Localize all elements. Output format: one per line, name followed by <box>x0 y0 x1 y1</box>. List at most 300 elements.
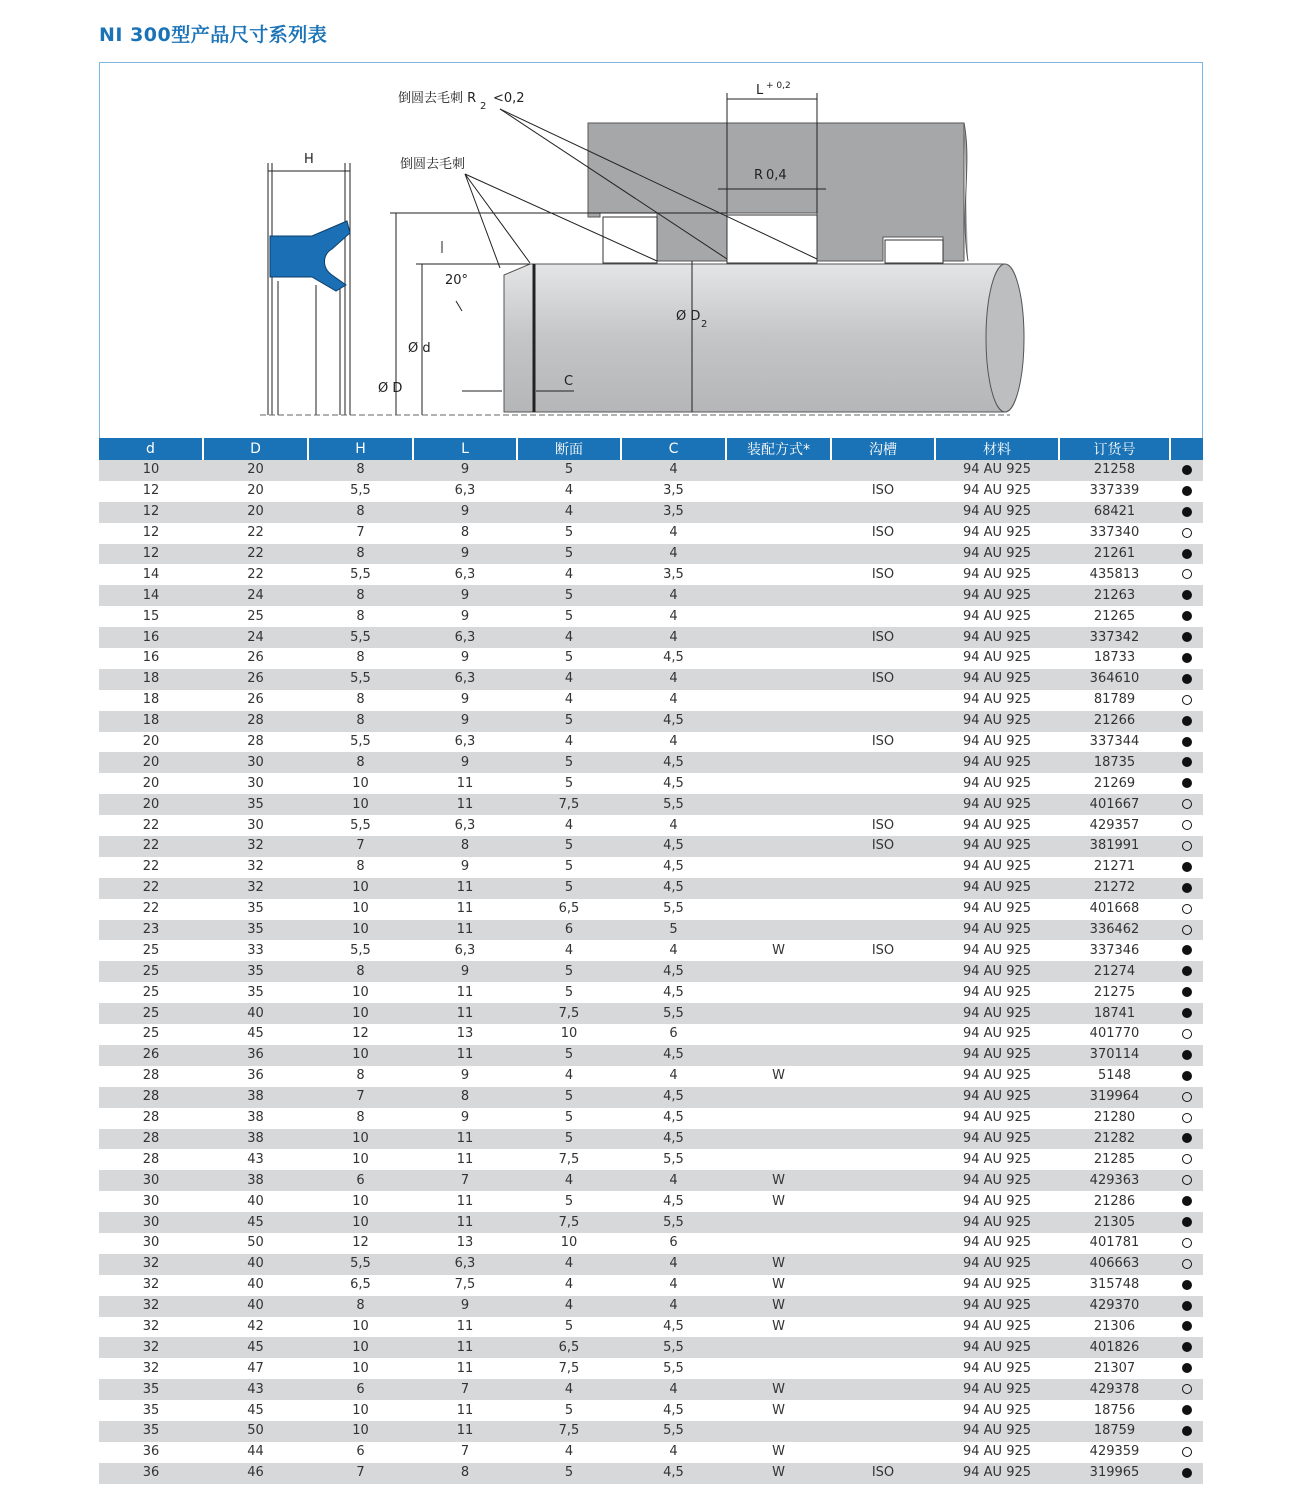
table-cell <box>726 794 831 815</box>
table-row <box>99 1233 1203 1254</box>
table-cell: 8 <box>308 1066 413 1087</box>
table-cell: 336462 <box>1059 920 1170 941</box>
table-cell: 8 <box>308 544 413 565</box>
col-header-L: L <box>413 438 517 460</box>
table-cell: 4 <box>517 815 621 836</box>
table-cell: 6,3 <box>413 1254 517 1275</box>
table-cell: 4,5 <box>621 1129 726 1150</box>
table-cell: 10 <box>308 982 413 1003</box>
table-cell: 23 <box>99 920 203 941</box>
table-cell: 40 <box>203 1275 308 1296</box>
table-row <box>99 1149 1203 1170</box>
table-cell: 81789 <box>1059 690 1170 711</box>
table-cell: 6,3 <box>413 940 517 961</box>
table-cell: ISO <box>831 669 935 690</box>
table-cell: 20 <box>203 460 308 481</box>
table-cell: 12 <box>308 1233 413 1254</box>
table-cell <box>726 648 831 669</box>
table-cell <box>831 1087 935 1108</box>
table-cell: 4,5 <box>621 1317 726 1338</box>
table-row <box>99 773 1203 794</box>
table-cell: 9 <box>413 606 517 627</box>
table-cell: 337342 <box>1059 627 1170 648</box>
table-cell <box>831 648 935 669</box>
table-cell: 30 <box>203 815 308 836</box>
table-cell: 22 <box>203 544 308 565</box>
table-cell: 9 <box>413 460 517 481</box>
table-cell <box>831 1212 935 1233</box>
table-cell: ISO <box>831 836 935 857</box>
table-cell: 4,5 <box>621 711 726 732</box>
table-cell: 10 <box>308 1358 413 1379</box>
table-cell <box>831 1400 935 1421</box>
table-cell: ISO <box>831 564 935 585</box>
table-cell <box>726 1233 831 1254</box>
table-cell: 94 AU 925 <box>935 648 1059 669</box>
availability-cell <box>1170 815 1203 836</box>
table-cell: 21282 <box>1059 1129 1170 1150</box>
table-cell: 26 <box>99 1045 203 1066</box>
table-cell: 35 <box>99 1379 203 1400</box>
table-cell: 68421 <box>1059 502 1170 523</box>
technical-diagram <box>99 62 1203 438</box>
table-cell: 22 <box>99 857 203 878</box>
table-cell: 319964 <box>1059 1087 1170 1108</box>
table-cell: 9 <box>413 690 517 711</box>
filled-dot-icon <box>1182 966 1192 976</box>
table-cell: 7,5 <box>413 1275 517 1296</box>
table-cell: 5 <box>517 460 621 481</box>
table-cell: 35 <box>203 920 308 941</box>
table-cell: 35 <box>99 1421 203 1442</box>
table-cell: 10 <box>517 1233 621 1254</box>
table-cell: 6 <box>621 1024 726 1045</box>
table-cell: 21261 <box>1059 544 1170 565</box>
table-cell: 9 <box>413 1108 517 1129</box>
table-cell: 4 <box>621 606 726 627</box>
table-cell: 94 AU 925 <box>935 544 1059 565</box>
table-cell: 45 <box>203 1337 308 1358</box>
table-cell: 10 <box>517 1024 621 1045</box>
open-dot-icon <box>1182 799 1192 809</box>
table-cell: 94 AU 925 <box>935 815 1059 836</box>
table-cell <box>831 857 935 878</box>
table-cell: 5 <box>517 1317 621 1338</box>
table-cell: 94 AU 925 <box>935 752 1059 773</box>
open-dot-icon <box>1182 1238 1192 1248</box>
table-cell: 7 <box>308 1087 413 1108</box>
table-row <box>99 1212 1203 1233</box>
table-cell: ISO <box>831 815 935 836</box>
table-cell: 429378 <box>1059 1379 1170 1400</box>
open-dot-icon <box>1182 820 1192 830</box>
table-row <box>99 481 1203 502</box>
callout-r2-limit: <0,2 <box>493 91 525 106</box>
table-cell: 21266 <box>1059 711 1170 732</box>
table-cell: 4,5 <box>621 1463 726 1484</box>
open-dot-icon <box>1182 569 1192 579</box>
col-header-C: C <box>621 438 726 460</box>
col-header-order-no: 订货号 <box>1059 438 1170 460</box>
table-cell: 5 <box>517 836 621 857</box>
table-cell: 4,5 <box>621 982 726 1003</box>
table-row <box>99 752 1203 773</box>
table-cell: 5 <box>517 711 621 732</box>
table-cell: 435813 <box>1059 564 1170 585</box>
table-cell: 28 <box>99 1129 203 1150</box>
table-cell: ISO <box>831 627 935 648</box>
table-row <box>99 1275 1203 1296</box>
table-cell: 4 <box>621 732 726 753</box>
table-cell: 22 <box>99 878 203 899</box>
table-cell <box>726 585 831 606</box>
table-cell: 11 <box>413 1337 517 1358</box>
table-cell: 9 <box>413 752 517 773</box>
table-cell: 11 <box>413 1358 517 1379</box>
table-cell: 11 <box>413 1212 517 1233</box>
table-cell: 38 <box>203 1108 308 1129</box>
table-cell: 4,5 <box>621 1108 726 1129</box>
availability-cell <box>1170 1442 1203 1463</box>
table-cell: 32 <box>203 878 308 899</box>
table-cell: 11 <box>413 1400 517 1421</box>
table-cell: 25 <box>203 606 308 627</box>
table-cell: 4,5 <box>621 857 726 878</box>
table-cell: 8 <box>308 585 413 606</box>
table-cell: 8 <box>413 1463 517 1484</box>
table-row <box>99 690 1203 711</box>
table-cell: 315748 <box>1059 1275 1170 1296</box>
table-cell: 6 <box>517 920 621 941</box>
open-dot-icon <box>1182 1113 1192 1123</box>
availability-cell <box>1170 585 1203 606</box>
table-cell: 10 <box>308 1400 413 1421</box>
table-cell: 7 <box>308 1463 413 1484</box>
table-cell: 35 <box>203 899 308 920</box>
filled-dot-icon <box>1182 737 1192 747</box>
table-cell: 11 <box>413 1045 517 1066</box>
table-cell <box>831 606 935 627</box>
dim-l-label: L <box>756 83 764 98</box>
table-cell: 18741 <box>1059 1003 1170 1024</box>
table-cell: 4 <box>517 1296 621 1317</box>
table-cell: 94 AU 925 <box>935 1400 1059 1421</box>
availability-cell <box>1170 961 1203 982</box>
table-cell: 337344 <box>1059 732 1170 753</box>
table-cell: 5,5 <box>621 794 726 815</box>
filled-dot-icon <box>1182 486 1192 496</box>
table-row <box>99 1254 1203 1275</box>
table-cell: 94 AU 925 <box>935 1066 1059 1087</box>
table-cell: 4 <box>621 690 726 711</box>
filled-dot-icon <box>1182 1363 1192 1373</box>
table-cell: 7 <box>413 1442 517 1463</box>
table-cell <box>831 1191 935 1212</box>
table-cell <box>726 502 831 523</box>
availability-cell <box>1170 878 1203 899</box>
table-cell: 21272 <box>1059 878 1170 899</box>
availability-cell <box>1170 1149 1203 1170</box>
page-title: NI 300型产品尺寸系列表 <box>99 24 328 46</box>
table-cell: 10 <box>308 1045 413 1066</box>
table-cell <box>726 878 831 899</box>
table-cell: 6,5 <box>308 1275 413 1296</box>
table-cell: 11 <box>413 920 517 941</box>
table-cell <box>726 1212 831 1233</box>
table-cell <box>726 773 831 794</box>
table-cell: 50 <box>203 1233 308 1254</box>
table-cell: 94 AU 925 <box>935 1108 1059 1129</box>
availability-cell <box>1170 773 1203 794</box>
table-cell: 28 <box>99 1066 203 1087</box>
filled-dot-icon <box>1182 632 1192 642</box>
table-cell: 32 <box>99 1337 203 1358</box>
filled-dot-icon <box>1182 549 1192 559</box>
col-header-availability <box>1170 438 1203 460</box>
table-row <box>99 502 1203 523</box>
table-cell: 3,5 <box>621 481 726 502</box>
table-cell: W <box>726 1463 831 1484</box>
table-cell: 40 <box>203 1254 308 1275</box>
table-cell: 4,5 <box>621 836 726 857</box>
table-cell <box>726 752 831 773</box>
table-header-row <box>99 438 1203 460</box>
seal-drawing <box>100 63 1204 439</box>
table-cell: 42 <box>203 1317 308 1338</box>
table-cell: 94 AU 925 <box>935 1442 1059 1463</box>
table-cell: 5,5 <box>621 1337 726 1358</box>
table-cell: 22 <box>203 564 308 585</box>
table-cell: 94 AU 925 <box>935 564 1059 585</box>
table-cell: 9 <box>413 648 517 669</box>
table-cell: 94 AU 925 <box>935 794 1059 815</box>
table-cell: 4 <box>517 690 621 711</box>
table-cell <box>831 920 935 941</box>
table-cell: 3,5 <box>621 564 726 585</box>
availability-cell <box>1170 752 1203 773</box>
table-cell: 11 <box>413 773 517 794</box>
table-cell: 401781 <box>1059 1233 1170 1254</box>
availability-cell <box>1170 1400 1203 1421</box>
table-cell: 94 AU 925 <box>935 1003 1059 1024</box>
table-cell: 94 AU 925 <box>935 690 1059 711</box>
size-table <box>99 438 1203 1484</box>
table-cell: W <box>726 1066 831 1087</box>
open-dot-icon <box>1182 841 1192 851</box>
table-cell <box>831 1275 935 1296</box>
table-cell: 10 <box>308 1003 413 1024</box>
availability-cell <box>1170 1129 1203 1150</box>
table-cell: 364610 <box>1059 669 1170 690</box>
table-row <box>99 982 1203 1003</box>
table-row <box>99 836 1203 857</box>
availability-cell <box>1170 606 1203 627</box>
table-cell <box>726 1337 831 1358</box>
table-cell: 28 <box>203 732 308 753</box>
filled-dot-icon <box>1182 1468 1192 1478</box>
table-cell: 10 <box>308 1149 413 1170</box>
table-cell <box>726 564 831 585</box>
table-cell <box>726 1024 831 1045</box>
table-cell: 25 <box>99 961 203 982</box>
availability-cell <box>1170 899 1203 920</box>
table-row <box>99 585 1203 606</box>
table-cell: 20 <box>99 773 203 794</box>
table-cell: 6 <box>308 1379 413 1400</box>
table-cell <box>831 1337 935 1358</box>
col-header-H: H <box>308 438 413 460</box>
table-cell: 4,5 <box>621 878 726 899</box>
availability-cell <box>1170 982 1203 1003</box>
filled-dot-icon <box>1182 611 1192 621</box>
availability-cell <box>1170 648 1203 669</box>
table-cell: 4 <box>621 627 726 648</box>
dim-c-label: C <box>564 374 574 389</box>
table-cell <box>726 1003 831 1024</box>
filled-dot-icon <box>1182 1405 1192 1415</box>
availability-cell <box>1170 460 1203 481</box>
table-cell: 8 <box>308 648 413 669</box>
table-cell <box>726 669 831 690</box>
table-cell: 94 AU 925 <box>935 857 1059 878</box>
table-cell: 40 <box>203 1191 308 1212</box>
table-row <box>99 648 1203 669</box>
table-cell: ISO <box>831 481 935 502</box>
table-row <box>99 627 1203 648</box>
table-cell <box>831 1024 935 1045</box>
table-cell: 6,5 <box>517 1337 621 1358</box>
table-cell: 13 <box>413 1024 517 1045</box>
table-cell: 4 <box>517 1170 621 1191</box>
availability-cell <box>1170 1463 1203 1484</box>
col-header-fitting: 装配方式* <box>726 438 831 460</box>
table-cell: 5,5 <box>308 564 413 585</box>
table-cell: 4,5 <box>621 1087 726 1108</box>
filled-dot-icon <box>1182 1071 1192 1081</box>
table-cell: 35 <box>99 1400 203 1421</box>
table-cell: 94 AU 925 <box>935 627 1059 648</box>
table-cell: 6,3 <box>413 481 517 502</box>
filled-dot-icon <box>1182 590 1192 600</box>
table-cell: 8 <box>308 711 413 732</box>
table-cell: 7 <box>413 1170 517 1191</box>
table-cell: 4 <box>621 585 726 606</box>
availability-cell <box>1170 690 1203 711</box>
table-cell: 10 <box>308 1129 413 1150</box>
table-cell: 4 <box>517 481 621 502</box>
col-header-material: 材料 <box>935 438 1059 460</box>
table-row <box>99 1003 1203 1024</box>
table-cell <box>831 1066 935 1087</box>
table-cell: 22 <box>99 815 203 836</box>
table-cell: 429363 <box>1059 1170 1170 1191</box>
dim-d2-sub: 2 <box>701 319 708 330</box>
table-cell: 35 <box>203 982 308 1003</box>
table-cell: 5 <box>517 1045 621 1066</box>
table-cell: 94 AU 925 <box>935 836 1059 857</box>
seal-profile <box>268 163 350 415</box>
table-cell <box>831 773 935 794</box>
table-cell: 11 <box>413 1191 517 1212</box>
table-cell: 6,3 <box>413 732 517 753</box>
table-cell: 22 <box>99 836 203 857</box>
table-cell: 8 <box>413 1087 517 1108</box>
table-cell: 6,5 <box>517 899 621 920</box>
table-cell: 18756 <box>1059 1400 1170 1421</box>
col-header-d: d <box>99 438 203 460</box>
availability-cell <box>1170 564 1203 585</box>
filled-dot-icon <box>1182 507 1192 517</box>
filled-dot-icon <box>1182 1008 1192 1018</box>
table-cell: 4 <box>517 669 621 690</box>
open-dot-icon <box>1182 1154 1192 1164</box>
table-cell: 10 <box>99 460 203 481</box>
table-cell: 9 <box>413 857 517 878</box>
open-dot-icon <box>1182 925 1192 935</box>
table-cell: 30 <box>203 773 308 794</box>
filled-dot-icon <box>1182 945 1192 955</box>
table-cell <box>726 1421 831 1442</box>
table-cell: 4 <box>621 1296 726 1317</box>
table-cell: 94 AU 925 <box>935 1087 1059 1108</box>
table-cell: 401667 <box>1059 794 1170 815</box>
table-cell: 16 <box>99 648 203 669</box>
table-row <box>99 460 1203 481</box>
table-cell: 4 <box>517 564 621 585</box>
table-cell: 8 <box>308 857 413 878</box>
table-cell <box>726 1087 831 1108</box>
table-cell <box>831 1045 935 1066</box>
table-cell: 21286 <box>1059 1191 1170 1212</box>
table-cell <box>831 1170 935 1191</box>
table-cell <box>831 961 935 982</box>
table-cell: 9 <box>413 585 517 606</box>
table-cell: 30 <box>99 1212 203 1233</box>
open-dot-icon <box>1182 1259 1192 1269</box>
table-cell: 5 <box>517 606 621 627</box>
table-cell: 12 <box>99 481 203 502</box>
table-cell <box>831 585 935 606</box>
table-cell: 4 <box>517 732 621 753</box>
table-cell <box>831 1358 935 1379</box>
table-cell: 11 <box>413 1317 517 1338</box>
table-row <box>99 1421 1203 1442</box>
table-row <box>99 920 1203 941</box>
table-cell: 6 <box>308 1170 413 1191</box>
filled-dot-icon <box>1182 1280 1192 1290</box>
table-cell: 10 <box>308 1421 413 1442</box>
table-cell: 36 <box>203 1045 308 1066</box>
table-cell: 94 AU 925 <box>935 940 1059 961</box>
table-cell: 4 <box>621 1379 726 1400</box>
table-cell: 7 <box>308 836 413 857</box>
table-cell: 44 <box>203 1442 308 1463</box>
table-cell: 20 <box>203 502 308 523</box>
table-cell: 47 <box>203 1358 308 1379</box>
table-cell: 4 <box>621 544 726 565</box>
availability-cell <box>1170 940 1203 961</box>
open-dot-icon <box>1182 528 1192 538</box>
table-cell: 16 <box>99 627 203 648</box>
open-dot-icon <box>1182 1447 1192 1457</box>
table-cell <box>726 1358 831 1379</box>
availability-cell <box>1170 1275 1203 1296</box>
table-cell: 6 <box>621 1233 726 1254</box>
table-cell: W <box>726 940 831 961</box>
availability-cell <box>1170 857 1203 878</box>
table-cell: 94 AU 925 <box>935 1421 1059 1442</box>
table-cell: 5,5 <box>308 940 413 961</box>
